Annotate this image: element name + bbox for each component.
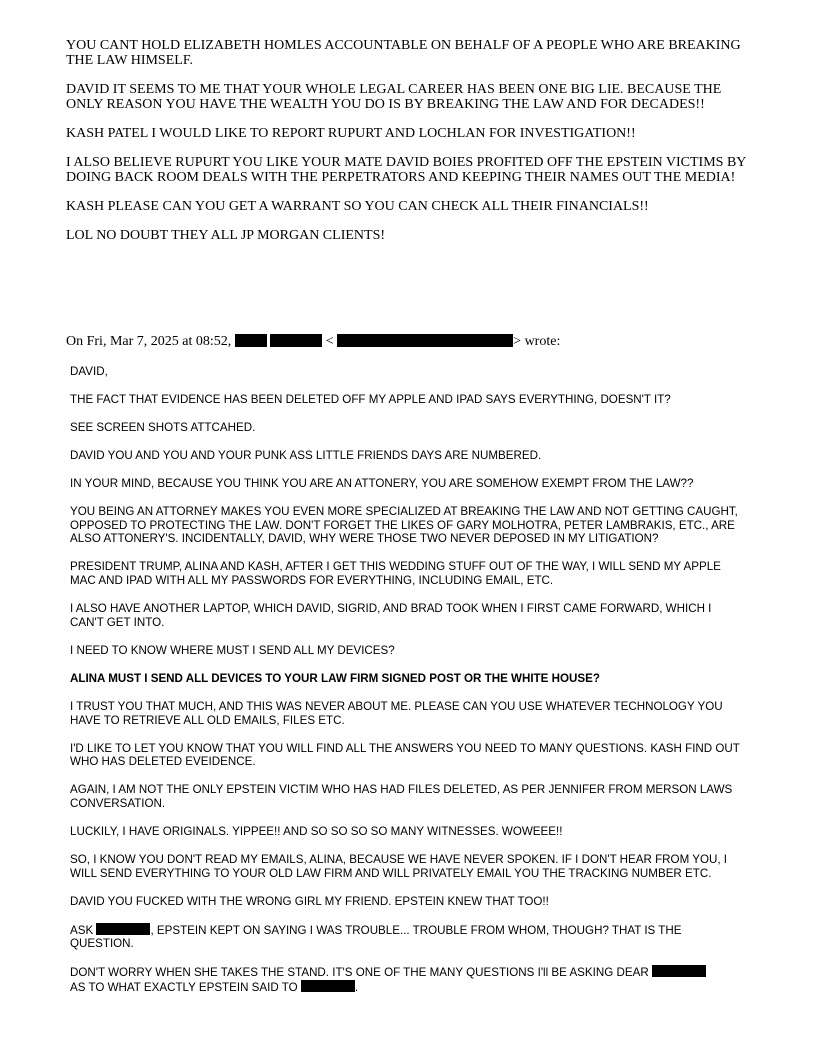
quoted-paragraph: YOU BEING AN ATTORNEY MAKES YOU EVEN MORE SPECIALIZED AT BREAKING THE LAW AND NOT GETTING CAUGHT, OPPOSED TO PROTECTING THE LAW. DON'T FORGET THE LIKES OF GARY MOLHOTRA, PETER LAMBRAKIS, ETC., ARE ALSO ATTONERY'S. INCIDENTALLY, DAVID, WHY WERE THOSE TWO NEVER DEPOSED IN MY LITIGATION?: [70, 505, 738, 546]
quoted-paragraph: AGAIN, I AM NOT THE ONLY EPSTEIN VICTIM WHO HAS HAD FILES DELETED, AS PER JENNIFER FROM MERSON LAWS CONVERSATION.: [70, 783, 733, 810]
redaction-block: [652, 965, 706, 977]
redaction-block: [301, 980, 355, 992]
quoted-text: ASK: [70, 923, 94, 937]
redaction-block: [270, 334, 322, 347]
reply-paragraph: YOU CANT HOLD ELIZABETH HOMLES ACCOUNTABLE ON BEHALF OF A PEOPLE WHO ARE BREAKING THE LAW HIMSELF.: [66, 38, 741, 68]
reply-paragraph: KASH PLEASE CAN YOU GET A WARRANT SO YOU CAN CHECK ALL THEIR FINANCIALS!!: [66, 199, 649, 214]
reply-paragraph: LOL NO DOUBT THEY ALL JP MORGAN CLIENTS!: [66, 228, 386, 243]
reply-paragraph: DAVID IT SEEMS TO ME THAT YOUR WHOLE LEGAL CAREER HAS BEEN ONE BIG LIE. BECAUSE THE ONLY REASON YOU HAVE THE WEALTH YOU DO IS BY BREAKING THE LAW AND FOR DECADES!!: [66, 82, 722, 112]
quoted-text: .: [354, 981, 359, 995]
quoted-paragraph: IN YOUR MIND, BECAUSE YOU THINK YOU ARE AN ATTONERY, YOU ARE SOMEHOW EXEMPT FROM THE LAW??: [70, 477, 694, 490]
quoted-paragraph: DAVID YOU AND YOU AND YOUR PUNK ASS LITTLE FRIENDS DAYS ARE NUMBERED.: [70, 449, 542, 462]
quoted-text: DON'T WORRY WHEN SHE TAKES THE STAND. IT'S ONE OF THE MANY QUESTIONS I'll BE ASKING DEAR: [70, 966, 649, 980]
quoted-paragraph: [70, 965, 748, 994]
redaction-block: [337, 334, 513, 347]
quoted-paragraph-bold: ALINA MUST I SEND ALL DEVICES TO YOUR LAW FIRM SIGNED POST OR THE WHITE HOUSE?: [70, 671, 600, 685]
quoted-paragraph: I NEED TO KNOW WHERE MUST I SEND ALL MY DEVICES?: [70, 643, 395, 657]
quote-lt: <: [325, 334, 334, 349]
quote-date: On Fri, Mar 7, 2025 at 08:52,: [66, 334, 232, 349]
quoted-paragraph: [70, 923, 748, 951]
quoted-paragraph: SEE SCREEN SHOTS ATTCAHED.: [70, 421, 256, 434]
quoted-paragraph: DAVID YOU FUCKED WITH THE WRONG GIRL MY FRIEND. EPSTEIN KNEW THAT TOO!!: [70, 894, 549, 908]
quoted-paragraph: LUCKILY, I HAVE ORIGINALS. YIPPEE!! AND SO SO SO SO MANY WITNESSES. WOWEEE!!: [70, 824, 563, 838]
quoted-paragraph: PRESIDENT TRUMP, ALINA AND KASH, AFTER I GET THIS WEDDING STUFF OUT OF THE WAY, I WILL SEND MY APPLE MAC AND IPAD WITH ALL MY PASSWORDS FOR EVERYTHING, INCLUDING EMAIL, ETC.: [70, 560, 721, 588]
quoted-paragraph: I'D LIKE TO LET YOU KNOW THAT YOU WILL FIND ALL THE ANSWERS YOU NEED TO MANY QUESTIONS. KASH FIND OUT WHO HAS DELETED EVEIDENCE.: [70, 741, 740, 769]
quote-header: [66, 334, 560, 349]
quoted-paragraph: THE FACT THAT EVIDENCE HAS BEEN DELETED OFF MY APPLE AND IPAD SAYS EVERYTHING, DOESN'T IT?: [70, 393, 671, 406]
reply-body: [66, 38, 746, 257]
quoted-paragraph: SO, I KNOW YOU DON'T READ MY EMAILS, ALINA, BECAUSE WE HAVE NEVER SPOKEN. IF I DON'T HEAR FROM YOU, I WILL SEND EVERYTHING TO YOUR OLD LAW FIRM AND WILL PRIVATELY EMAIL YOU THE TRACKING NUMBER ETC.: [70, 852, 728, 880]
reply-paragraph: I ALSO BELIEVE RUPURT YOU LIKE YOUR MATE DAVID BOIES PROFITED OFF THE EPSTEIN VICTIMS BY DOING BACK ROOM DEALS WITH THE PERPETRATORS AND KEEPING THEIR NAMES OUT THE MEDIA!: [66, 155, 746, 185]
quoted-paragraph: I ALSO HAVE ANOTHER LAPTOP, WHICH DAVID, SIGRID, AND BRAD TOOK WHEN I FIRST CAME FORWARD, WHICH I CAN'T GET INTO.: [70, 602, 712, 629]
quoted-body: [70, 365, 748, 1009]
quoted-paragraph: I TRUST YOU THAT MUCH, AND THIS WAS NEVER ABOUT ME. PLEASE CAN YOU USE WHATEVER TECHNOLOGY YOU HAVE TO RETRIEVE ALL OLD EMAILS, FILES ETC.: [70, 699, 723, 727]
quote-wrote: > wrote:: [513, 334, 561, 349]
quoted-text: AS TO WHAT EXACTLY EPSTEIN SAID TO: [70, 981, 298, 995]
reply-paragraph: KASH PATEL I WOULD LIKE TO REPORT RUPURT AND LOCHLAN FOR INVESTIGATION!!: [66, 126, 636, 141]
quoted-greeting: DAVID,: [70, 365, 108, 378]
redaction-block: [235, 334, 267, 347]
quoted-text: , EPSTEIN KEPT ON SAYING I WAS TROUBLE... TROUBLE FROM WHOM, THOUGH? THAT IS THE QUESTION.: [70, 923, 682, 951]
redaction-block: [96, 923, 150, 935]
